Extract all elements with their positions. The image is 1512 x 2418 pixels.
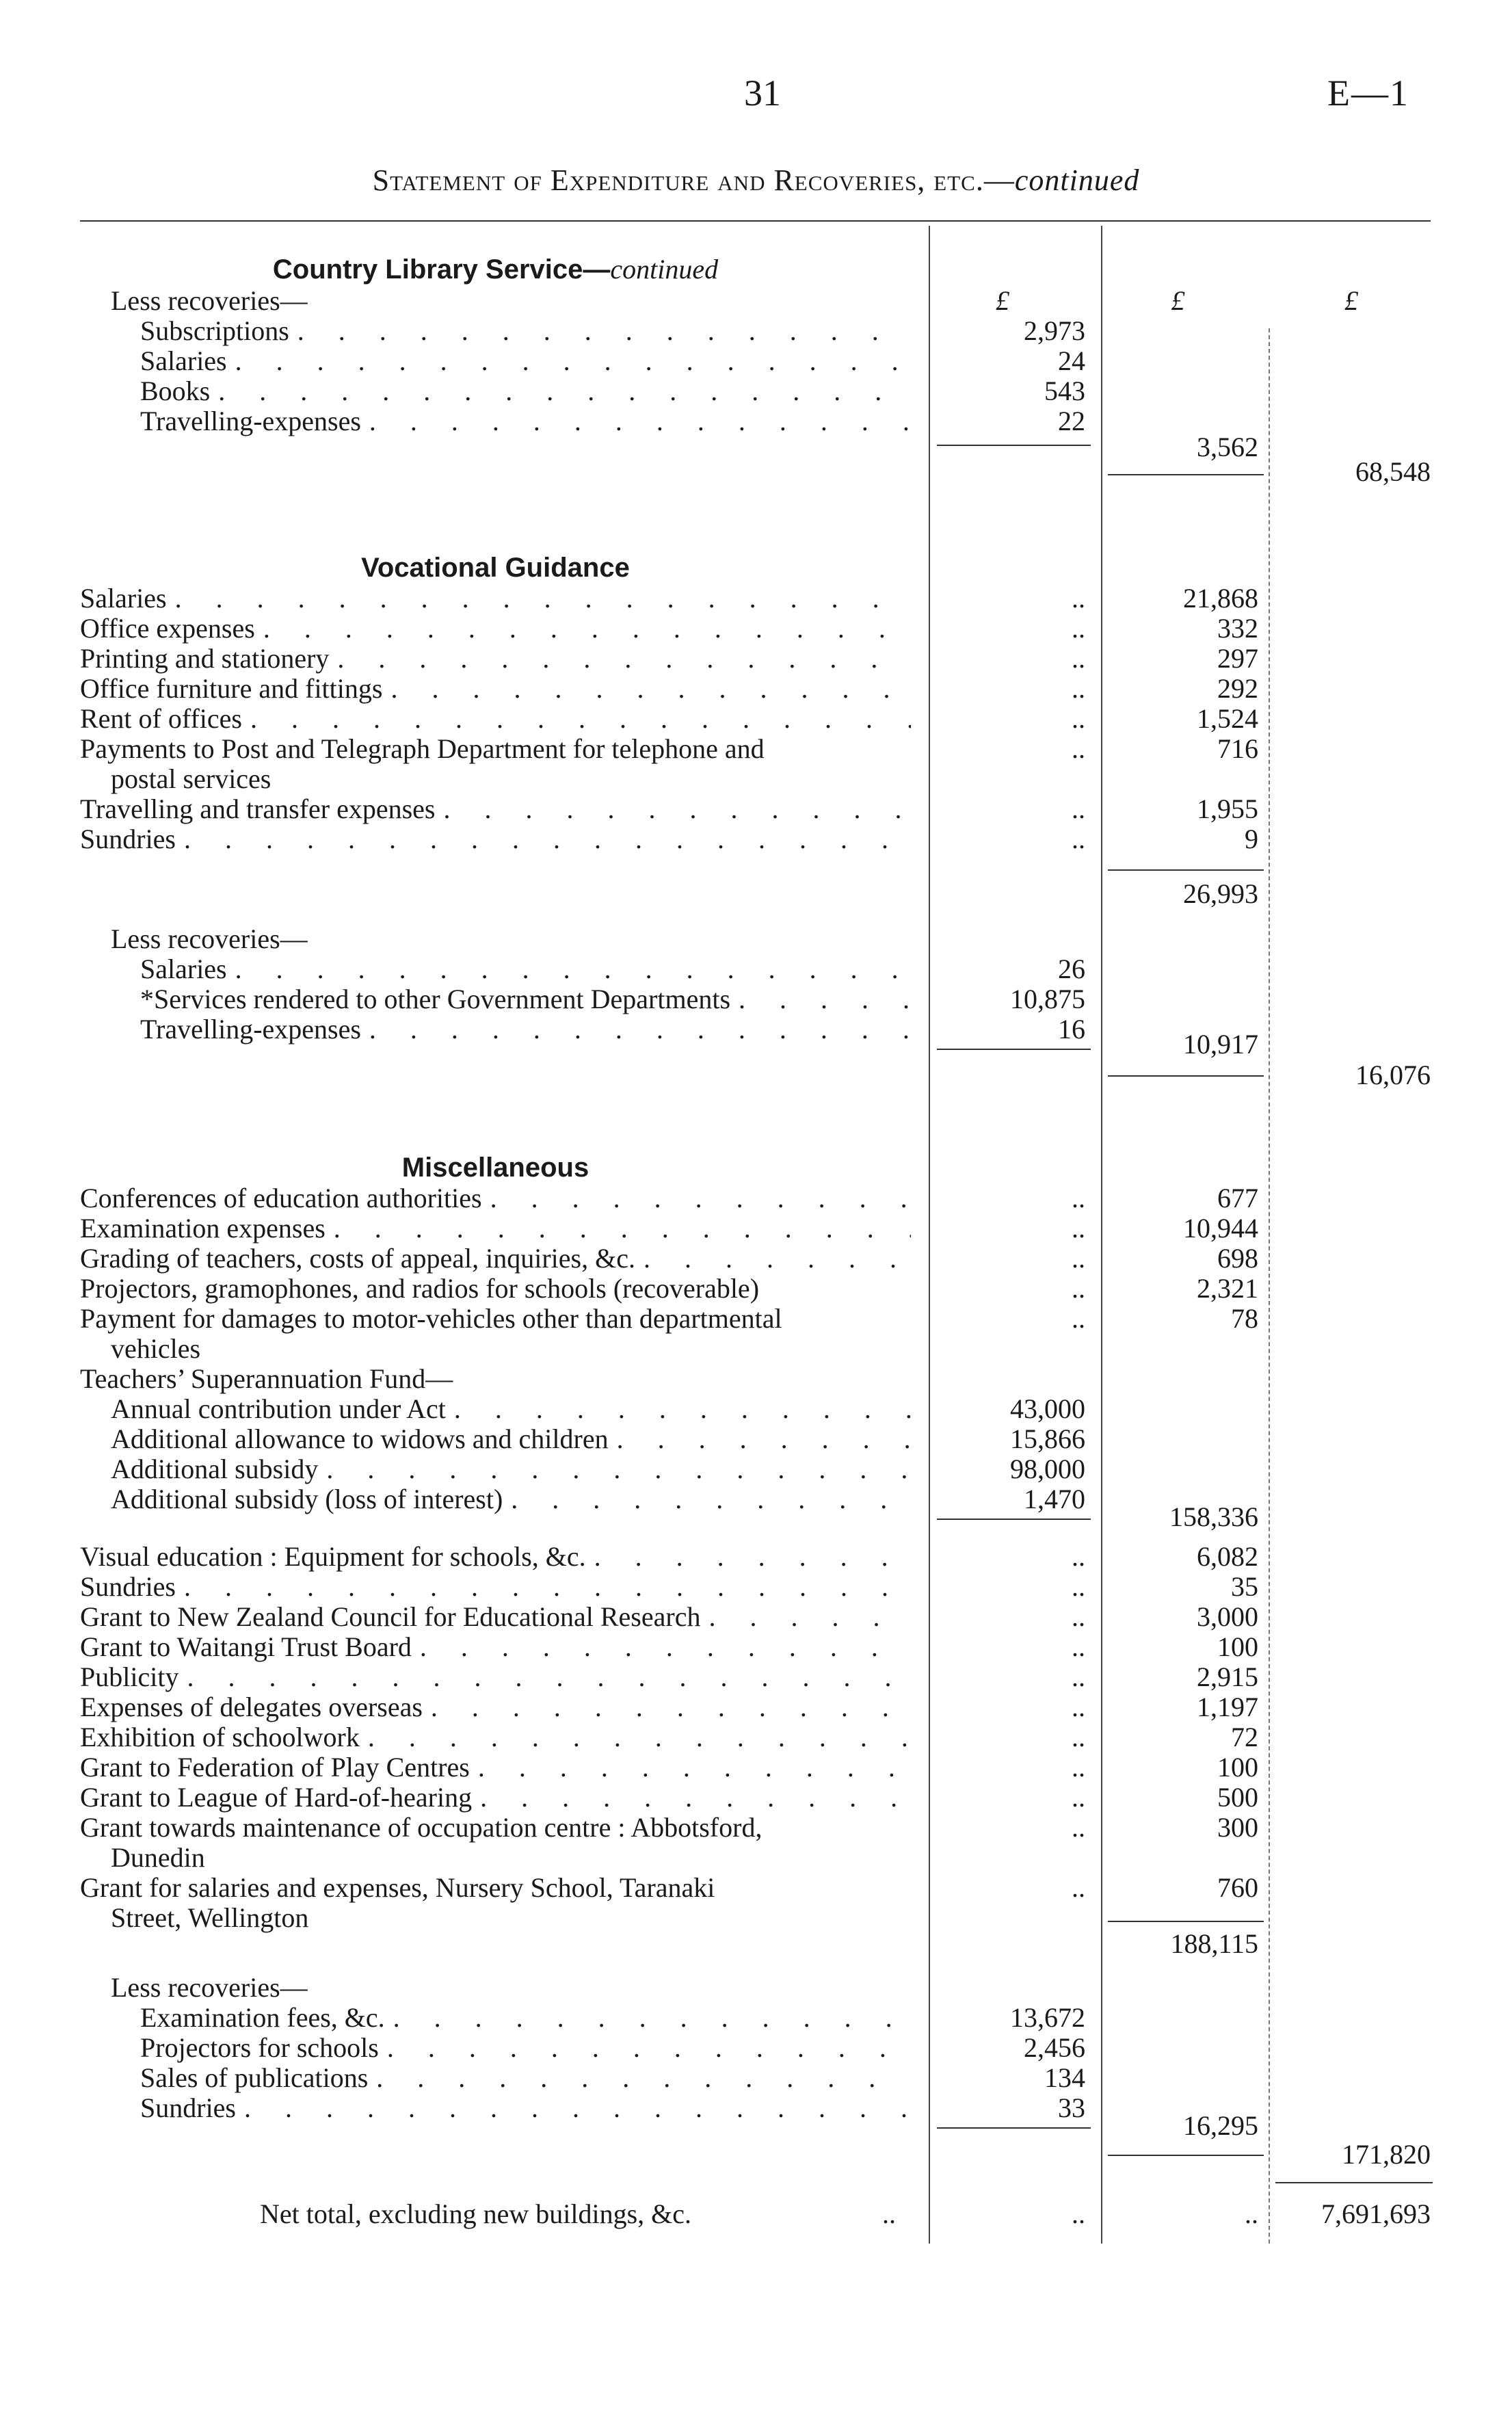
empty-marker: .. [1072,824,1085,854]
amount: 24 [1058,345,1085,376]
table-row [0,1244,1512,1274]
empty-marker: .. [1072,733,1085,764]
table-row [0,1183,1512,1213]
grand-total-amount: 7,691,693 [1321,2198,1431,2229]
empty-marker: .. [1072,1213,1085,1244]
amount: 72 [1231,1722,1258,1752]
row-label: Expenses of delegates overseas . [80,1692,911,1722]
row-label-continuation: postal services [111,763,271,794]
row-label: Travelling-expenses . [140,1014,911,1044]
amount: 43,000 [1010,1393,1085,1424]
row-label: Sales of publications . [140,2063,911,2093]
amount: 16 [1058,1014,1085,1044]
row-label: Additional subsidy . [111,1454,911,1484]
table-row [0,583,1512,614]
amount: 100 [1217,1752,1258,1783]
table-row [0,1542,1512,1572]
row-label: Examination expenses . [80,1213,911,1244]
table-row [0,824,1512,854]
empty-marker: .. [1072,1183,1085,1213]
row-label: Salaries . [80,583,911,614]
table-row [0,984,1512,1014]
empty-marker: .. [1072,1601,1085,1632]
recoveries-total: 3,562 [1197,432,1258,462]
table-row [0,1783,1512,1813]
amount: 543 [1044,376,1085,406]
amount: 26 [1058,954,1085,984]
table-row [0,1454,1512,1484]
table-row [0,376,1512,406]
empty-marker: .. [1072,703,1085,734]
amount: 10,944 [1183,1213,1258,1244]
table-row [0,1572,1512,1602]
section-net-total: 171,820 [1342,2139,1431,2170]
row-label: Examination fees, &c. . [140,2003,911,2033]
amount: 78 [1231,1303,1258,1334]
empty-marker: .. [1072,1661,1085,1692]
amount: 35 [1231,1571,1258,1602]
table-row [0,2003,1512,2033]
table-row [0,879,1512,909]
row-label: Additional allowance to widows and children . [111,1424,911,1454]
row-label: Less recoveries— [111,286,308,316]
amount: 134 [1044,2062,1085,2093]
amount: 1,470 [1024,1484,1085,1514]
row-label: Office expenses . [80,614,911,644]
subtotal-rule [1108,1921,1264,1922]
row-label-continuation: Street, Wellington [111,1902,309,1933]
amount: 300 [1217,1812,1258,1843]
amount: 3,000 [1197,1601,1258,1632]
empty-marker: .. [1072,613,1085,644]
empty-marker: .. [1072,643,1085,674]
table-row [0,794,1512,824]
table-row [0,1872,1512,1933]
empty-marker: .. [1072,1571,1085,1602]
empty-marker: .. [1245,2198,1258,2229]
row-label-line: Payment for damages to motor-vehicles other than departmental [80,1303,782,1334]
table-row [0,1364,1512,1394]
table-row [0,1722,1512,1752]
row-label-line: Grant towards maintenance of occupation centre : Abbotsford, [80,1812,762,1843]
amount: 332 [1217,613,1258,644]
row-label-line: Grant for salaries and expenses, Nursery School, Taranaki [80,1872,715,1903]
amount: 22 [1058,406,1085,436]
amount: 500 [1217,1782,1258,1813]
row-label: Salaries . [140,346,911,376]
empty-marker: .. [1072,1631,1085,1662]
page-title [0,163,1512,198]
amount: 9 [1245,824,1258,854]
table-row [0,924,1512,954]
empty-marker: .. [1072,1782,1085,1813]
table-row [0,346,1512,376]
row-label: Annual contribution under Act . [111,1394,911,1424]
amount: 1,955 [1197,793,1258,824]
row-label: Teachers’ Superannuation Fund— [80,1364,453,1394]
title-continued: continued [1014,163,1140,197]
amount: 21,868 [1183,583,1258,614]
row-label: Sundries . [80,1572,911,1602]
empty-marker: .. [1072,1752,1085,1783]
row-label-continuation: Dunedin [111,1842,205,1873]
empty-marker: .. [1072,1722,1085,1752]
row-label: Sundries . [80,824,911,854]
amount: 297 [1217,643,1258,674]
amount: 2,915 [1197,1661,1258,1692]
currency-header: £ [996,285,1009,316]
currency-header: £ [1171,285,1185,316]
heading-text: Country Library Service— [272,254,611,285]
section-net-total: 16,076 [1355,1060,1431,1090]
table-row [0,2111,1512,2141]
amount: 292 [1217,673,1258,704]
gross-total: 26,993 [1183,878,1258,909]
row-label: Visual education : Equipment for schools, &c. . [80,1542,911,1572]
table-row [0,457,1512,487]
amount: 13,672 [1010,2002,1085,2033]
row-label: Exhibition of schoolwork . [80,1722,911,1752]
table-row [0,1213,1512,1244]
row-label [80,1813,907,1873]
dot-leader: .. [882,2199,896,2229]
superannuation-total: 158,336 [1169,1501,1258,1532]
amount: 1,197 [1197,1692,1258,1722]
table-row [0,674,1512,704]
table-row [0,614,1512,644]
title-main: Statement of Expenditure and Recoveries, etc.— [372,163,1015,197]
row-label: Books . [140,376,911,406]
row-label [80,734,907,794]
table-row [0,1929,1512,1959]
table-row [0,1060,1512,1090]
table-row [0,1394,1512,1424]
row-label: Less recoveries— [111,924,308,954]
amount: 15,866 [1010,1423,1085,1454]
amount: 10,875 [1010,984,1085,1014]
row-label: Travelling and transfer expenses . [80,794,911,824]
gross-total: 188,115 [1170,1928,1258,1959]
row-label: Salaries . [140,954,911,984]
row-label: Travelling-expenses . [140,406,911,436]
grand-total-row [0,2199,1512,2229]
amount: 1,524 [1197,703,1258,734]
table-row [0,954,1512,984]
section-heading-vocational-guidance: Vocational Guidance [361,553,630,583]
table-row [0,2063,1512,2093]
row-label [80,1304,907,1364]
amount: 2,456 [1024,2032,1085,2063]
header-rule [80,220,1431,222]
subtotal-rule [1108,869,1264,871]
empty-marker: .. [1072,1243,1085,1274]
table-row [0,733,1512,794]
row-label: Projectors for schools . [140,2033,911,2063]
empty-marker: .. [1072,1692,1085,1722]
empty-marker: .. [1072,1541,1085,1572]
row-label: Grant to Waitangi Trust Board . [80,1632,911,1662]
grand-total-text: Net total, excluding new buildings, &c. [260,2199,691,2229]
amount: 33 [1058,2092,1085,2123]
row-label: Publicity . [80,1662,911,1692]
table-row [0,1274,1512,1304]
row-label: Grant to Federation of Play Centres . [80,1752,911,1783]
currency-header: £ [1344,285,1358,316]
amount: 760 [1217,1872,1258,1903]
document-reference: E—1 [1327,73,1409,114]
grand-total-rule [1275,2182,1433,2183]
row-label-line: Payments to Post and Telegraph Department for telephone and [80,733,765,764]
table-row [0,1632,1512,1662]
row-label: Less recoveries— [111,1973,308,2003]
row-label [80,1873,907,1933]
row-label: Grant to New Zealand Council for Educational Research . [80,1602,911,1632]
table-row [0,1502,1512,1532]
table-row [0,1424,1512,1454]
table-row [0,286,1512,316]
table-row [0,704,1512,734]
grand-total-label [260,2199,910,2229]
section-heading-country-library [80,253,911,286]
table-row [0,1029,1512,1060]
row-label: Projectors, gramophones, and radios for schools (recoverable) [80,1274,760,1304]
row-label: Grading of teachers, costs of appeal, inquiries, &c. . [80,1244,911,1274]
empty-marker: .. [1072,583,1085,614]
empty-marker: .. [1072,1872,1085,1903]
amount: 2,321 [1197,1273,1258,1304]
table-row [0,1752,1512,1783]
section-net-total: 68,548 [1355,456,1431,487]
empty-marker: .. [1072,673,1085,704]
table-row [0,1692,1512,1722]
table-row [0,644,1512,674]
row-label-continuation: vehicles [111,1333,201,1364]
page-number: 31 [744,73,781,114]
empty-marker: .. [1072,793,1085,824]
row-label: Printing and stationery . [80,644,911,674]
heading-continued: continued [610,254,719,285]
empty-marker: .. [1072,2198,1085,2229]
amount: 100 [1217,1631,1258,1662]
recoveries-total: 10,917 [1183,1029,1258,1060]
recoveries-total: 16,295 [1183,2110,1258,2141]
empty-marker: .. [1072,1303,1085,1334]
table-row [0,1662,1512,1692]
row-label: Sundries . [140,2093,911,2123]
row-label: Conferences of education authorities . [80,1183,911,1213]
amount: 716 [1217,733,1258,764]
table-row [0,1602,1512,1632]
row-label: Additional subsidy (loss of interest) . [111,1484,911,1514]
empty-marker: .. [1072,1273,1085,1304]
section-heading-miscellaneous: Miscellaneous [401,1153,589,1183]
amount: 2,973 [1024,315,1085,346]
amount: 677 [1217,1183,1258,1213]
amount: 698 [1217,1243,1258,1274]
table-row [0,1812,1512,1873]
row-label: Grant to League of Hard-of-hearing . [80,1783,911,1813]
amount: 6,082 [1197,1541,1258,1572]
empty-marker: .. [1072,1812,1085,1843]
table-row [0,1973,1512,2003]
table-row [0,1303,1512,1364]
amount: 98,000 [1010,1454,1085,1484]
row-label: Rent of offices . [80,704,911,734]
table-row [0,2140,1512,2170]
table-row [0,316,1512,346]
table-row [0,2033,1512,2063]
row-label: *Services rendered to other Government Departments . [140,984,911,1014]
row-label: Subscriptions . [140,316,911,346]
row-label: Office furniture and fittings . [80,674,911,704]
